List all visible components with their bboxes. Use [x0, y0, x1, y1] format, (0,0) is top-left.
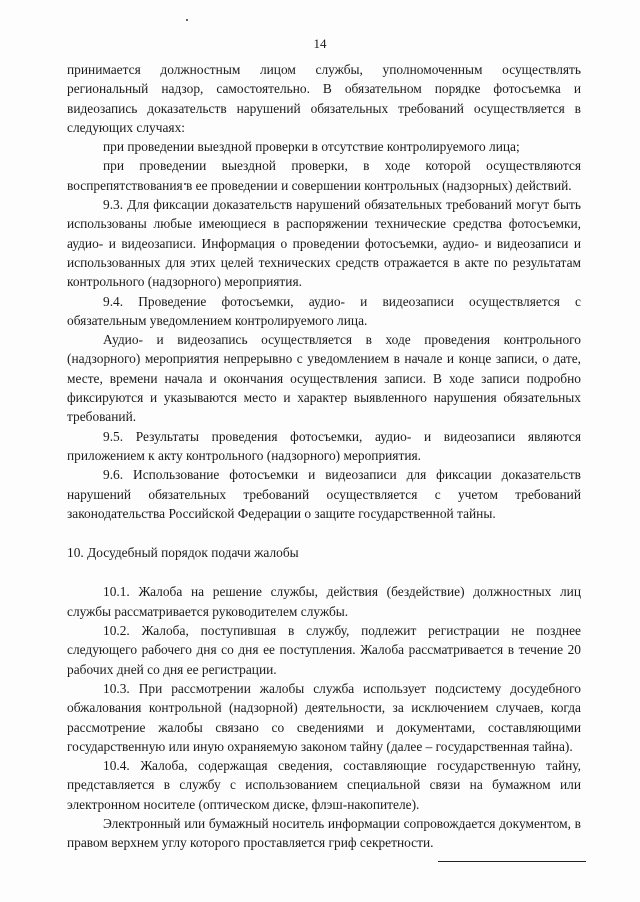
document-body: [67, 60, 581, 853]
paragraph: Электронный или бумажный носитель информации сопровождается документом, в правом верхнем углу которого проставляется гриф секретности.: [67, 815, 581, 851]
paragraph: принимается должностным лицом службы, уполномоченным осуществлять региональный надзор, самостоятельно. В обязательном порядке фотосъемка и видеозапись доказательств нарушений обязательных требований осуществляется в следующих случаях:: [67, 62, 581, 135]
paragraph: 9.5. Результаты проведения фотосъемки, аудио- и видеозаписи являются приложением к акту контрольного (надзорного) мероприятия.: [67, 428, 581, 463]
paragraph: 9.4. Проведение фотосъемки, аудио- и видеозаписи осуществляется с обязательным уведомлением контролируемого лица.: [67, 293, 581, 328]
paragraph: 10.1. Жалоба на решение службы, действия (бездействие) должностных лиц службы рассматривается руководителем службы.: [67, 584, 581, 619]
section-heading: 10. Досудебный порядок подачи жалобы: [67, 545, 299, 561]
page-number: 14: [313, 36, 327, 51]
scan-speck: [186, 19, 188, 21]
paragraph: 10.2. Жалоба, поступившая в службу, подлежит регистрации не позднее следующего рабочего дня со дня ее поступления. Жалоба рассматривается в течение 20 рабочих дней со дня ее регистрации.: [67, 623, 581, 677]
paragraph: 9.6. Использование фотосъемки и видеозаписи для фиксации доказательств нарушений обязательных требований осуществляется с учетом требований законодательства Российской Федерации о защите государственной тайны.: [67, 467, 581, 521]
paragraph: при проведении выездной проверки в отсутствие контролируемого лица;: [103, 139, 520, 155]
paragraph: 10.4. Жалоба, содержащая сведения, составляющие государственную тайну, представляется в службу с использованием специальной связи на бумажном или электронном носителе (оптическом диске, флэш-накопителе).: [67, 758, 581, 812]
paragraph: 10.3. При рассмотрении жалобы служба использует подсистему досудебного обжалования контрольной (надзорной) деятельности, за исключением случаев, когда рассмотрение жалобы связано со сведениями и документами, составляющими государственную или иную охраняемую законом тайну (далее – государственная тайна).: [67, 680, 581, 754]
paragraph: при проведении выездной проверки, в ходе которой осуществляются воспрепятствования в ее проведении и совершении контрольных (надзорных) действий.: [67, 158, 581, 193]
paragraph: 9.3. Для фиксации доказательств нарушений обязательных требований могут быть использованы любые имеющиеся в распоряжении технические средства фотосъемки, аудио- и видеозаписи. Информация о проведении фотосъемки, аудио- и видеозаписи и использованных для этих целей технических средств отражается в акте по результатам контрольного (надзорного) мероприятия.: [67, 197, 581, 290]
paragraph: Аудио- и видеозапись осуществляется в ходе проведения контрольного (надзорного) мероприятия непрерывно с уведомлением в начале и конце записи, о дате, месте, времени начала и окончания осуществления записи. В ходе записи подробно фиксируются и указываются место и характер выявленного нарушения обязательных требований.: [67, 332, 581, 425]
footer-rule: [438, 861, 586, 862]
